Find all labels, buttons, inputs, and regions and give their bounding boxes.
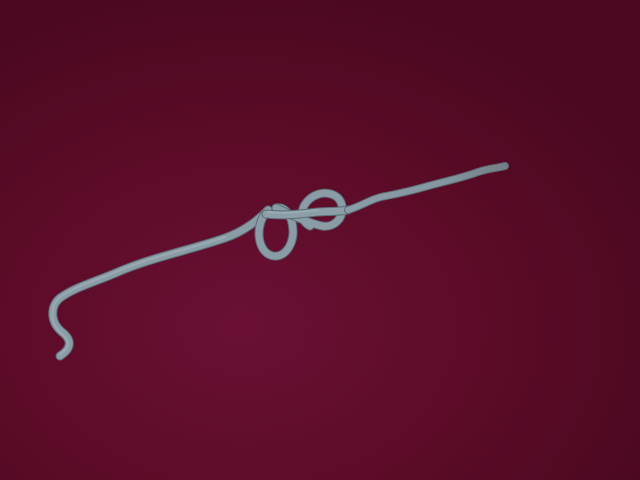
rope-knot xyxy=(259,193,348,256)
rope-right-strand xyxy=(348,166,505,210)
rope-left-strand xyxy=(52,210,268,356)
